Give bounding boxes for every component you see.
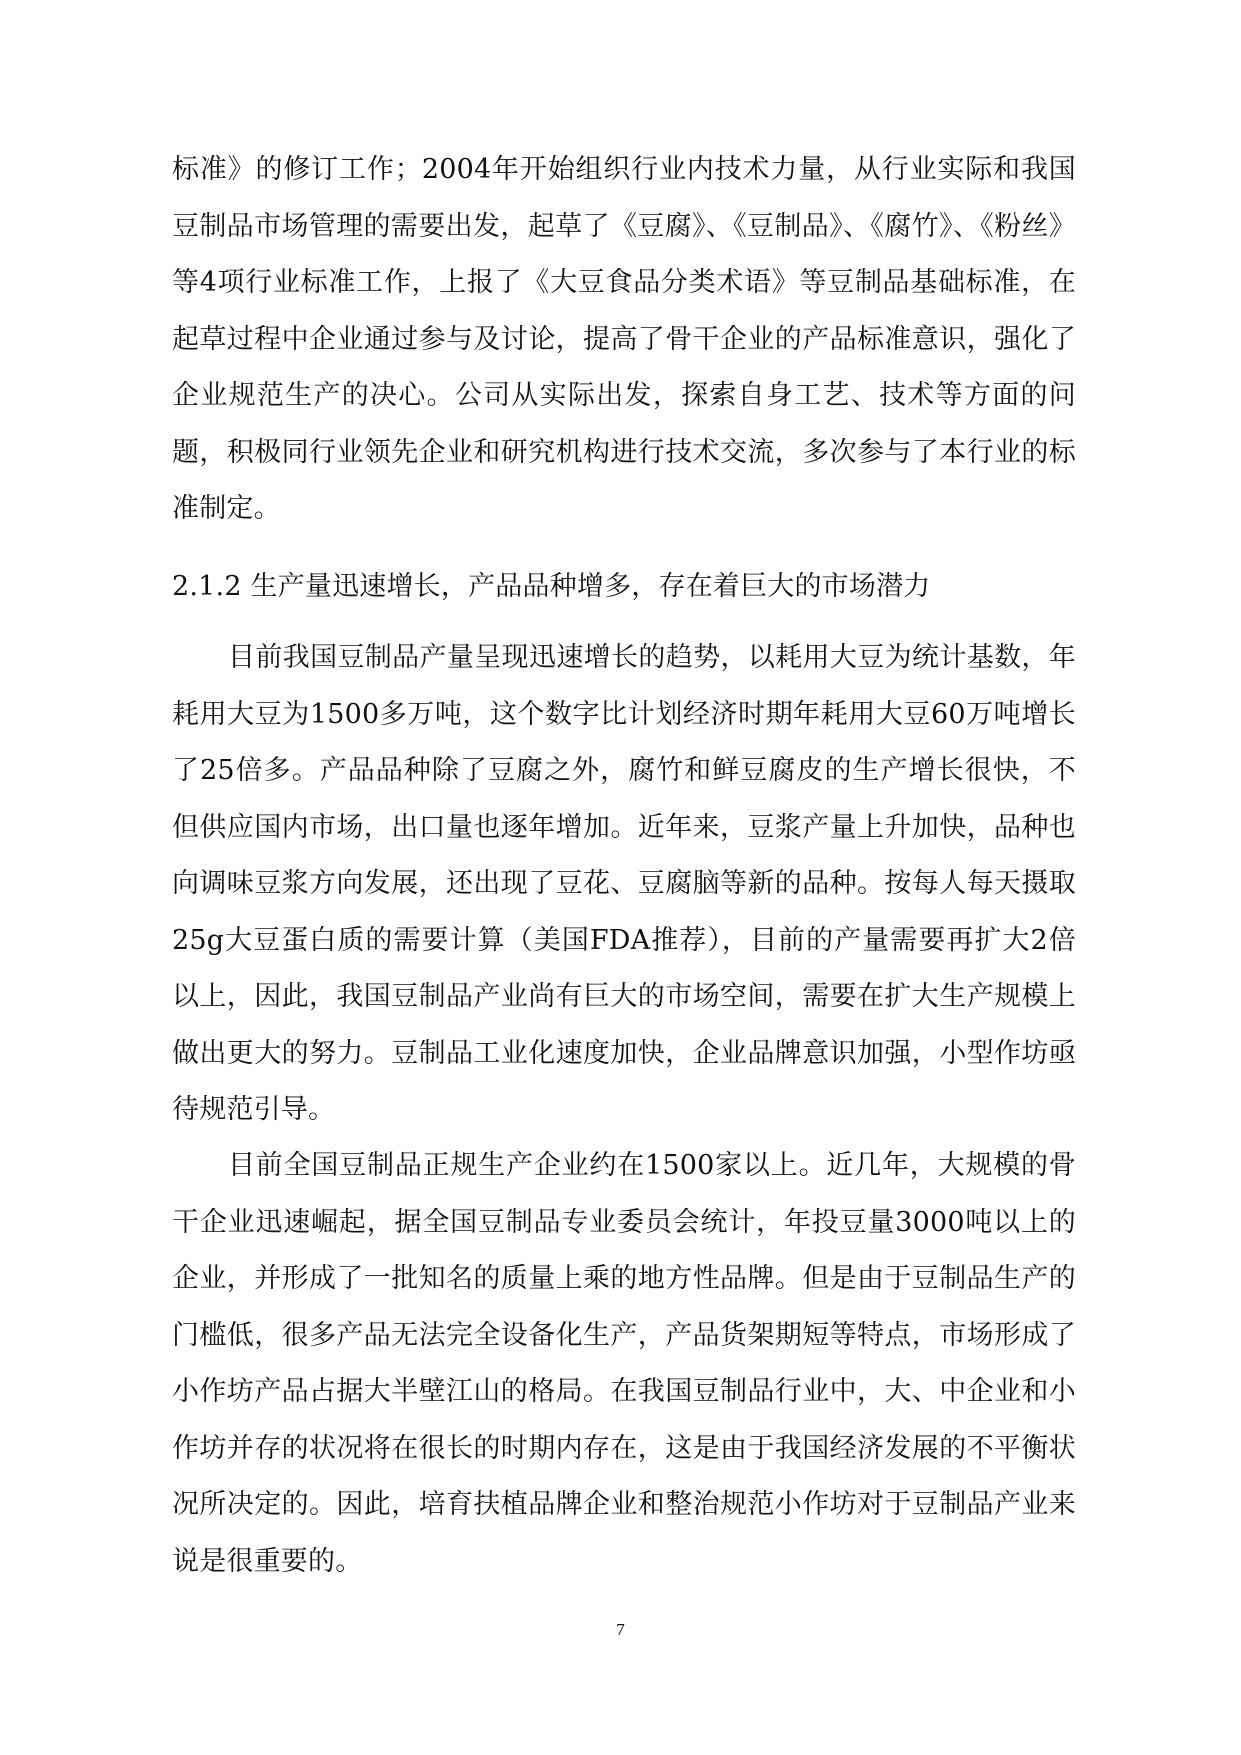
page-number: 7: [616, 1620, 625, 1639]
body-paragraph: 目前全国豆制品正规生产企业约在1500家以上。近几年，大规模的骨干企业迅速崛起，据全国豆制品专业委员会统计，年投豆量3000吨以上的企业，并形成了一批知名的质量上乘的地方性品牌。但是由于豆制品生产的门槛低，很多产品无法完全设备化生产，产品货架期短等特点，市场形成了小作坊产品占据大半壁江山的格局。在我国豆制品行业中，大、中企业和小作坊并存的状况将在很长的时期内存在，这是由于我国经济发展的不平衡状况所决定的。因此，培育扶植品牌企业和整治规范小作坊对于豆制品产业来说是很重要的。: [172, 1150, 1076, 1577]
section-heading: 2.1.2 生产量迅速增长，产品品种增多，存在着巨大的市场潜力: [172, 571, 931, 602]
body-paragraph: 目前我国豆制品产量呈现迅速增长的趋势，以耗用大豆为统计基数，年耗用大豆为1500多万吨，这个数字比计划经济时期年耗用大豆60万吨增长了25倍多。产品品种除了豆腐之外，腐竹和鲜豆腐皮的生产增长很快，不但供应国内市场，出口量也逐年增加。近年来，豆浆产量上升加快，品种也向调味豆浆方向发展，还出现了豆花、豆腐脑等新的品种。按每人每天摄取25g大豆蛋白质的需要计算（美国FDA推荐），目前的产量需要再扩大2倍以上，因此，我国豆制品产业尚有巨大的市场空间，需要在扩大生产规模上做出更大的努力。豆制品工业化速度加快，企业品牌意识加强，小型作坊亟待规范引导。: [172, 642, 1076, 1125]
body-paragraph-continued: 标准》的修订工作；2004年开始组织行业内技术力量，从行业实际和我国豆制品市场管理的需要出发，起草了《豆腐》、《豆制品》、《腐竹》、《粉丝》等4项行业标准工作，上报了《大豆食品分类术语》等豆制品基础标准，在起草过程中企业通过参与及讨论，提高了骨干企业的产品标准意识，强化了企业规范生产的决心。公司从实际出发，探索自身工艺、技术等方面的问题，积极同行业领先企业和研究机构进行技术交流，多次参与了本行业的标准制定。: [172, 154, 1076, 524]
